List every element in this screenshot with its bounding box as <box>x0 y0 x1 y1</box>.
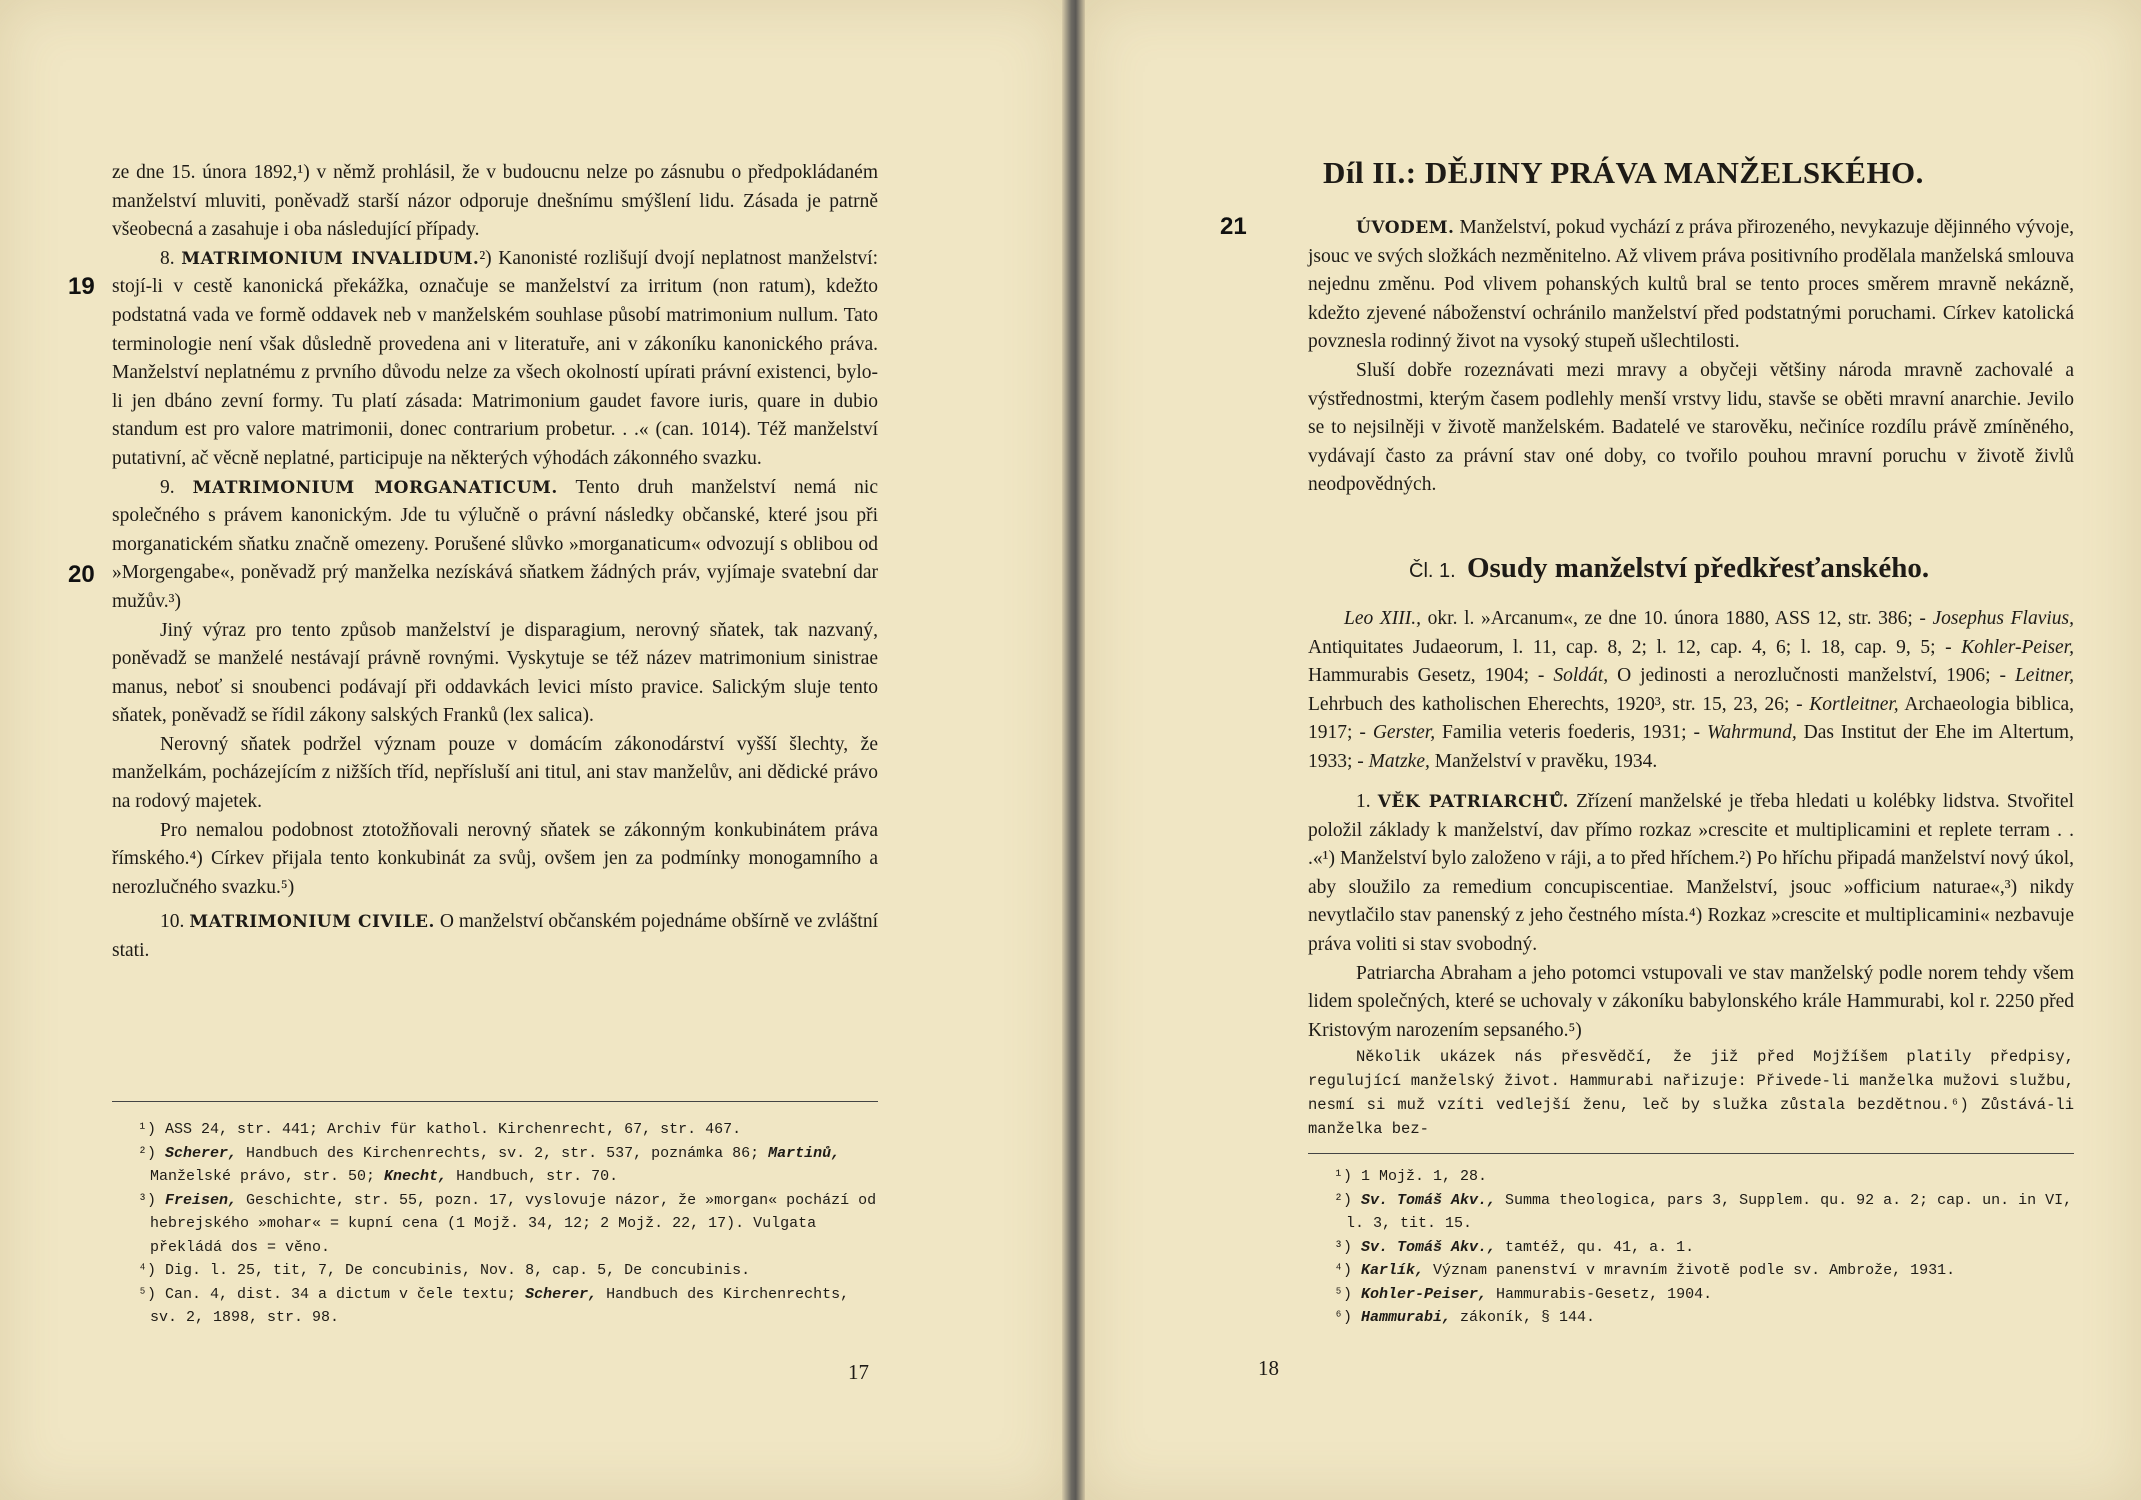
part-title: Díl II.: DĚJINY PRÁVA MANŽELSKÉHO. <box>1323 155 1924 190</box>
lit-text: Familia veteris foederis, 1931; - <box>1435 722 1707 744</box>
footnote-2 <box>1308 1189 2074 1236</box>
lit-text: Hammurabis Gesetz, 1904; - <box>1308 665 1554 687</box>
author-name: Scherer, <box>165 1144 238 1162</box>
footnote-3 <box>112 1189 878 1260</box>
author-name: Sv. Tomáš Akv., <box>1361 1238 1497 1256</box>
paragraph-text: Zřízení manželské je třeba hledati u kolébky lidstva. Stvořitel položil základy k manželství, dav přímo rozkaz »crescite et multiplicamini et replete terram . . .«¹) Manželství bylo založeno v ráji, a to před hříchem.²) Po hříchu připadá manželství nový úkol, aby sloužilo za remedium concupiscentiae. Manželství, jsouc »officium naturae«,³) nikdy nevytlačilo stav panenský z jeho čestného místa.⁴) Rozkaz »crescite et multiplicamini« nezbavuje práva voliti si stav svobodný. <box>1308 791 2074 955</box>
left-paragraph-disparagium: Jiný výraz pro tento způsob manželství je disparagium, nerovný sňatek, tak nazvaný, poněvadž se manželé nestávají právně rovnými. Vyskytuje se též název matrimonium sinistrae manus, neboť si snoubenci podávají při oddavkách levici místo pravice. Salickým sluje tento sňatek, poněvadž se řídil zákony salských Franků (lex salica). <box>112 619 878 727</box>
author-name: Martinů, <box>768 1144 841 1162</box>
section-heading: ÚVODEM. <box>1356 218 1455 238</box>
footnote-marker: ⁵) Can. 4, dist. 34 a dictum v čele textu; <box>138 1285 526 1303</box>
footnote-marker: ³) <box>1334 1238 1362 1256</box>
author-name: Kohler-Peiser, <box>1361 1285 1488 1303</box>
footnote-marker: ⁴) <box>1334 1262 1362 1279</box>
author-name: Kohler-Peiser, <box>1961 636 2074 658</box>
section-heading: MATRIMONIUM CIVILE. <box>189 912 435 933</box>
section-number: 1. <box>1356 791 1371 812</box>
footnote-5 <box>1308 1283 2074 1307</box>
author-name: Wahrmund, <box>1706 722 1797 744</box>
section-title-text: Osudy manželství předkřesťanského. <box>1466 552 1930 584</box>
footnote-marker: ⁵) <box>1334 1285 1362 1303</box>
footnote-6 <box>1308 1306 2074 1330</box>
author-name: Kortleitner, <box>1809 693 1899 715</box>
footnote-text: Summa theologica, pars 3, Supplem. qu. 92 a. 2; cap. un. in VI, l. 3, tit. 15. <box>1346 1191 2073 1232</box>
author-name: Sv. Tomáš Akv., <box>1361 1191 1497 1209</box>
page-number: 17 <box>848 1360 869 1384</box>
left-paragraph-1: ze dne 15. února 1892,¹) v němž prohlásil, že v budoucnu nelze po zásnubu o předpokládaném manželství mluviti, poněvadž starší názor odporuje dnešnímu smýšlení lidu. Zásada je patrně všeobecná a zasahuje i oba následující případy. <box>112 162 878 241</box>
footnote-text: Význam panenství v mravním životě podle sv. Ambrože, 1931. <box>1424 1262 1956 1279</box>
author-name: Hammurabi, <box>1361 1309 1452 1326</box>
right-main-text <box>1308 788 2074 1141</box>
author-name: Josephus Flavius, <box>1932 608 2074 629</box>
section-heading: MATRIMONIUM INVALIDUM. <box>181 248 480 269</box>
footnote-marker: ⁶) <box>1334 1309 1362 1326</box>
author-name: Karlík, <box>1361 1262 1425 1279</box>
footnote-4: ⁴) Dig. l. 25, tit, 7, De concubinis, Nov. 8, cap. 5, De concubinis. <box>138 1262 751 1279</box>
lit-text: Manželství v pravěku, 1934. <box>1429 750 1658 772</box>
author-name: Scherer, <box>525 1285 598 1303</box>
right-paragraph-patriarchu <box>1308 788 2074 960</box>
footnote-5 <box>112 1283 878 1330</box>
footnote-text: Manželské právo, str. 50; <box>150 1168 385 1185</box>
footnote-1: ¹) ASS 24, str. 441; Archiv für kathol. Kirchenrecht, 67, str. 467. <box>138 1121 742 1138</box>
left-body-text <box>112 159 878 966</box>
section-label: Čl. 1. <box>1409 560 1456 582</box>
section-heading: VĚK PATRIARCHŮ. <box>1377 792 1569 812</box>
author-name: Knecht, <box>384 1168 448 1185</box>
right-footnotes <box>1308 1165 2074 1330</box>
footnote-marker: ³) <box>138 1191 166 1209</box>
footnote-3 <box>1308 1236 2074 1260</box>
right-paragraph-ukazky: Několik ukázek nás přesvědčí, že již před Mojžíšem platily předpisy, regulující manželský život. Hammurabi nařizuje: Přivede-li manželka mužovi službu, nesmí si muž vzíti vedlejší ženu, leč by služka zůstala bezdětnou.⁶) Zůstává-li manželka bez- <box>1308 1048 2074 1139</box>
lit-text: okr. l. »Arcanum«, ze dne 10. února 1880, ASS 12, str. 386; - <box>1421 608 1933 629</box>
right-paragraph-mravy: Sluší dobře rozeznávati mezi mravy a obyčeji většiny národa mravně zachovalé a výstřednostmi, kterým časem podlehly menší vrstvy lidu, stavše se oběti mravní anarchie. Jevilo se to nejsilněji v životě manželském. Badatelé ve starověku, nečiníce rozdílu právě zmíněného, vydávají často za právní stav oné doby, co tvořilo pouhou mravní poruchu v životě živlů neodpovědných. <box>1308 359 2074 496</box>
author-name: Leitner, <box>2014 665 2074 687</box>
author-name: Gerster, <box>1372 722 1436 744</box>
left-paragraph-invalidum <box>112 245 878 474</box>
literature-paragraph <box>1308 605 2074 777</box>
footnote-text: Handbuch des Kirchenrechts, sv. 2, 1898, str. 98. <box>150 1285 850 1326</box>
lit-text: O jedinosti a nerozlučnosti manželství, 1906; - <box>1608 665 2015 687</box>
footnote-marker: ²) <box>138 1144 166 1162</box>
right-paragraph-uvodem <box>1308 214 2074 357</box>
margin-number-19: 19 <box>68 273 95 300</box>
left-footnotes <box>112 1118 878 1330</box>
author-name: Freisen, <box>165 1191 238 1209</box>
paragraph-text: O manželství občanském pojednáme obšírně ve zvláštní stati. <box>112 911 879 962</box>
footnote-1: ¹) 1 Mojž. 1, 28. <box>1334 1168 1488 1185</box>
section-number: 8. <box>160 247 175 269</box>
footnote-text: tamtéž, qu. 41, a. 1. <box>1496 1238 1695 1256</box>
section-number: 9. <box>160 476 175 498</box>
lit-text: Das Institut der Ehe im Altertum, 1933; - <box>1308 722 2074 772</box>
section-heading: MATRIMONIUM MORGANATICUM. <box>192 477 558 498</box>
right-page <box>1085 0 2141 1500</box>
page-number: 18 <box>1258 1356 1279 1380</box>
author-name: Matzke, <box>1368 750 1430 772</box>
literature-list <box>1308 605 2074 777</box>
lit-text: Archaeologia biblica, 1917; - <box>1308 693 2074 744</box>
section-number: 10. <box>160 911 185 933</box>
footnote-text: zákoník, § 144. <box>1451 1309 1596 1326</box>
left-page <box>0 0 1062 1500</box>
right-paragraph-abraham: Patriarcha Abraham a jeho potomci vstupovali ve stav manželský podle norem tehdy všem lidem společných, které se uchovaly v zákoníku babylonského krále Hammurabi, kol r. 2250 před Kristovým narozením sepsaného.⁵) <box>1308 962 2074 1041</box>
lit-text: Antiquitates Judaeorum, l. 11, cap. 8, 2; l. 12, cap. 4, 6; l. 18, cap. 9, 5; - <box>1308 636 1962 658</box>
left-paragraph-civile <box>112 908 878 965</box>
paragraph-text: Manželství, pokud vychází z práva přirozeného, nevykazuje dějinného vývoje, jsouc ve svých složkách nezměnitelno. Až vlivem práva positivního prodělala manželská smlouva nejednu změnu. Pod vlivem pohanských kultů bral se tento proces směrem mravně nekázně, kdežto zjevené náboženství ochránilo manželství před podstatnými poruchami. Církev katolická povznesla rodinný život na vysoký stupeň ušlechtilosti. <box>1308 217 2074 353</box>
paragraph-text: ²) Kanonisté rozlišují dvojí neplatnost manželství: stojí-li v cestě kanonická překážka, označuje se manželství za irritum (non ratum), kdežto podstatná vada ve formě oddavek neb v manželském souhlase působí matrimonium nullum. Tato terminologie není však důsledně provedena ani v literatuře, ani v zákoníku kanonického práva. Manželství neplatnému z prvního důvodu nelze za všech okolností upírati právní existenci, bylo-li jen dbáno zevní formy. Tu platí zásada: Matrimonium gaudet favore iuris, quare in dubio standum est pro valore matrimonii, donec contrarium probetur. . .« (can. 1014). Též manželství putativní, ač věcně neplatné, participuje na některých výhodách zákonného svazku. <box>112 247 879 469</box>
margin-number-21: 21 <box>1220 213 1247 240</box>
author-name: Soldát, <box>1553 665 1609 687</box>
left-paragraph-morganaticum <box>112 474 878 617</box>
book-gutter <box>1062 0 1085 1500</box>
lit-text: Lehrbuch des katholischen Eherechts, 1920³, str. 15, 23, 26; - <box>1308 693 1810 715</box>
footnote-text: Hammurabis-Gesetz, 1904. <box>1487 1285 1713 1303</box>
footnote-2 <box>112 1142 878 1189</box>
author-name: Leo XIII., <box>1344 608 1422 629</box>
footnote-marker: ²) <box>1334 1191 1362 1209</box>
footnote-4 <box>1308 1259 2074 1283</box>
left-paragraph-konkubinat: Pro nemalou podobnost ztotožňovali nerovný sňatek se zákonným konkubinátem práva římského.⁴) Církev přijala tento konkubinát za svůj, ovšem jen za podmínky monogamního a nerozlučného svazku.⁵) <box>112 819 878 898</box>
right-intro-text <box>1308 214 2074 500</box>
footnote-text: Handbuch des Kirchenrechts, sv. 2, str. 537, poznámka 86; <box>237 1144 769 1162</box>
section-title <box>1409 552 1929 585</box>
footnote-divider <box>112 1101 878 1102</box>
margin-number-20: 20 <box>68 561 95 588</box>
footnote-divider <box>1308 1153 2074 1154</box>
left-paragraph-slechta: Nerovný sňatek podržel význam pouze v domácím zákonodárství vyšší šlechty, že manželkám, pocházejícím z nižších tříd, nepřísluší ani titul, ani stav manželův, ani dědické právo na rodový majetek. <box>112 733 878 813</box>
paragraph-text: Tento druh manželství nemá nic společného s právem kanonickým. Jde tu výlučně o právní následky občanské, které jsou při morganatickém sňatku značně omezeny. Porušené slůvko »morganaticum« odvozují s oblibou od »Morgengabe«, poněvadž prý manželka nezískává sňatkem žádných práv, vyjímaje svatební dar mužův.³) <box>112 476 878 612</box>
footnote-text: Handbuch, str. 70. <box>447 1168 619 1185</box>
footnote-text: Geschichte, str. 55, pozn. 17, vyslovuje názor, že »morgan« pochází od hebrejského »mohar« = kupní cena (1 Mojž. 34, 12; 2 Mojž. 22, 17). Vulgata překládá dos = věno. <box>150 1191 877 1256</box>
